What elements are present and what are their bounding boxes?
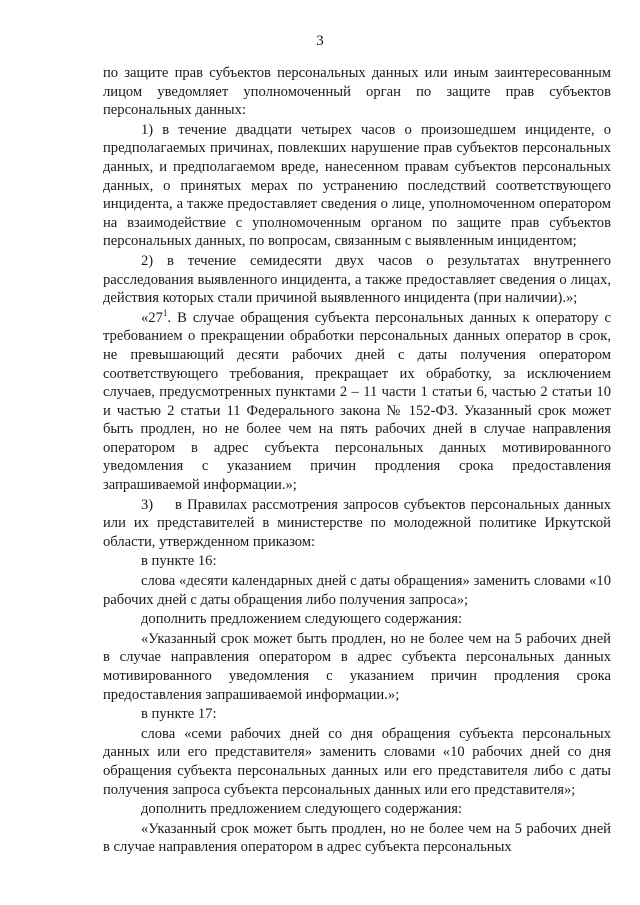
paragraph-add-sentence-16: дополнить предложением следующего содержания: — [141, 611, 463, 628]
paragraph-item-3: 3) в Правилах рассмотрения запросов субъектов персональных данных или их представителей в министерстве по молодежной политике Иркутской области, утвержденном приказом: — [103, 496, 611, 550]
paragraph-continuation: по защите прав субъектов персональных данных или иным заинтересованным лицом уведомляет уполномоченный орган по защите прав субъектов персональных данных: — [103, 65, 611, 119]
clause-superscript: 1 — [162, 307, 168, 318]
paragraph-quote-16: «Указанный срок может быть продлен, но не более чем на 5 рабочих дней в случае направления оператором в адрес субъекта персональных данных мотивированного уведомления с указанием причин продления срока предоставления запрашиваемой информации.»; — [103, 630, 611, 703]
paragraph-add-sentence-17: дополнить предложением следующего содержания: — [141, 801, 463, 818]
paragraph-point-17: в пункте 17: — [141, 706, 217, 723]
paragraph-quote-17: «Указанный срок может быть продлен, но не более чем на 5 рабочих дней в случае направления оператором в адрес субъекта персональных — [103, 820, 611, 856]
paragraph-replace-words-17: слова «семи рабочих дней со дня обращения субъекта персональных данных или его представителя» заменить словами «10 рабочих дней со дня обращения субъекта персональных данных или его представителя либо с даты получения запроса субъекта персональных данных или его представителя»; — [103, 725, 611, 798]
paragraph-replace-words-16: слова «десяти календарных дней с даты обращения» заменить словами «10 рабочих дней с даты обращения либо получения запроса»; — [103, 573, 611, 608]
paragraph-item-2: 2) в течение семидесяти двух часов о результатах внутреннего расследования выявленного инцидента, а также предоставляет сведения о лицах, действия которых стали причиной выявленного инцидента (при наличии).»; — [103, 252, 611, 307]
clause-number: «27 — [141, 309, 163, 326]
paragraph-item-1: 1) в течение двадцати четырех часов о произошедшем инциденте, о предполагаемых причинах, повлекших нарушение прав субъектов персональных данных, и предполагаемом вреде, нанесенном правам субъектов персональных данных, о принятых мерах по устранению последствий соответствующего инцидента, а также предоставляет сведения о лице, уполномоченном оператором на взаимодействие с уполномоченным органом по защите прав субъектов персональных данных, по вопросам, связанным с выявленным инцидентом; — [103, 121, 611, 250]
page-number: 3 — [316, 33, 324, 49]
document-body — [103, 64, 611, 857]
paragraph-point-16: в пункте 16: — [141, 553, 217, 570]
paragraph-clause-27-1 — [103, 309, 611, 495]
clause-text: . В случае обращения субъекта персональных данных к оператору с требованием о прекращении обработки персональных данных оператор в срок, не превышающий десяти рабочих дней с даты получения оператором соответствующего требования, прекращает их обработку, за исключением случаев, предусмотренных пунктами 2 – 11 части 1 статьи 6, частью 2 статьи 10 и частью 2 статьи 11 Федерального закона № 152-ФЗ. Указанный срок может быть продлен, но не более чем на пять рабочих дней в случае направления оператором в адрес субъекта персональных данных мотивированного уведомления с указанием причин продления срока предоставления запрашиваемой информации.»; — [103, 309, 611, 494]
